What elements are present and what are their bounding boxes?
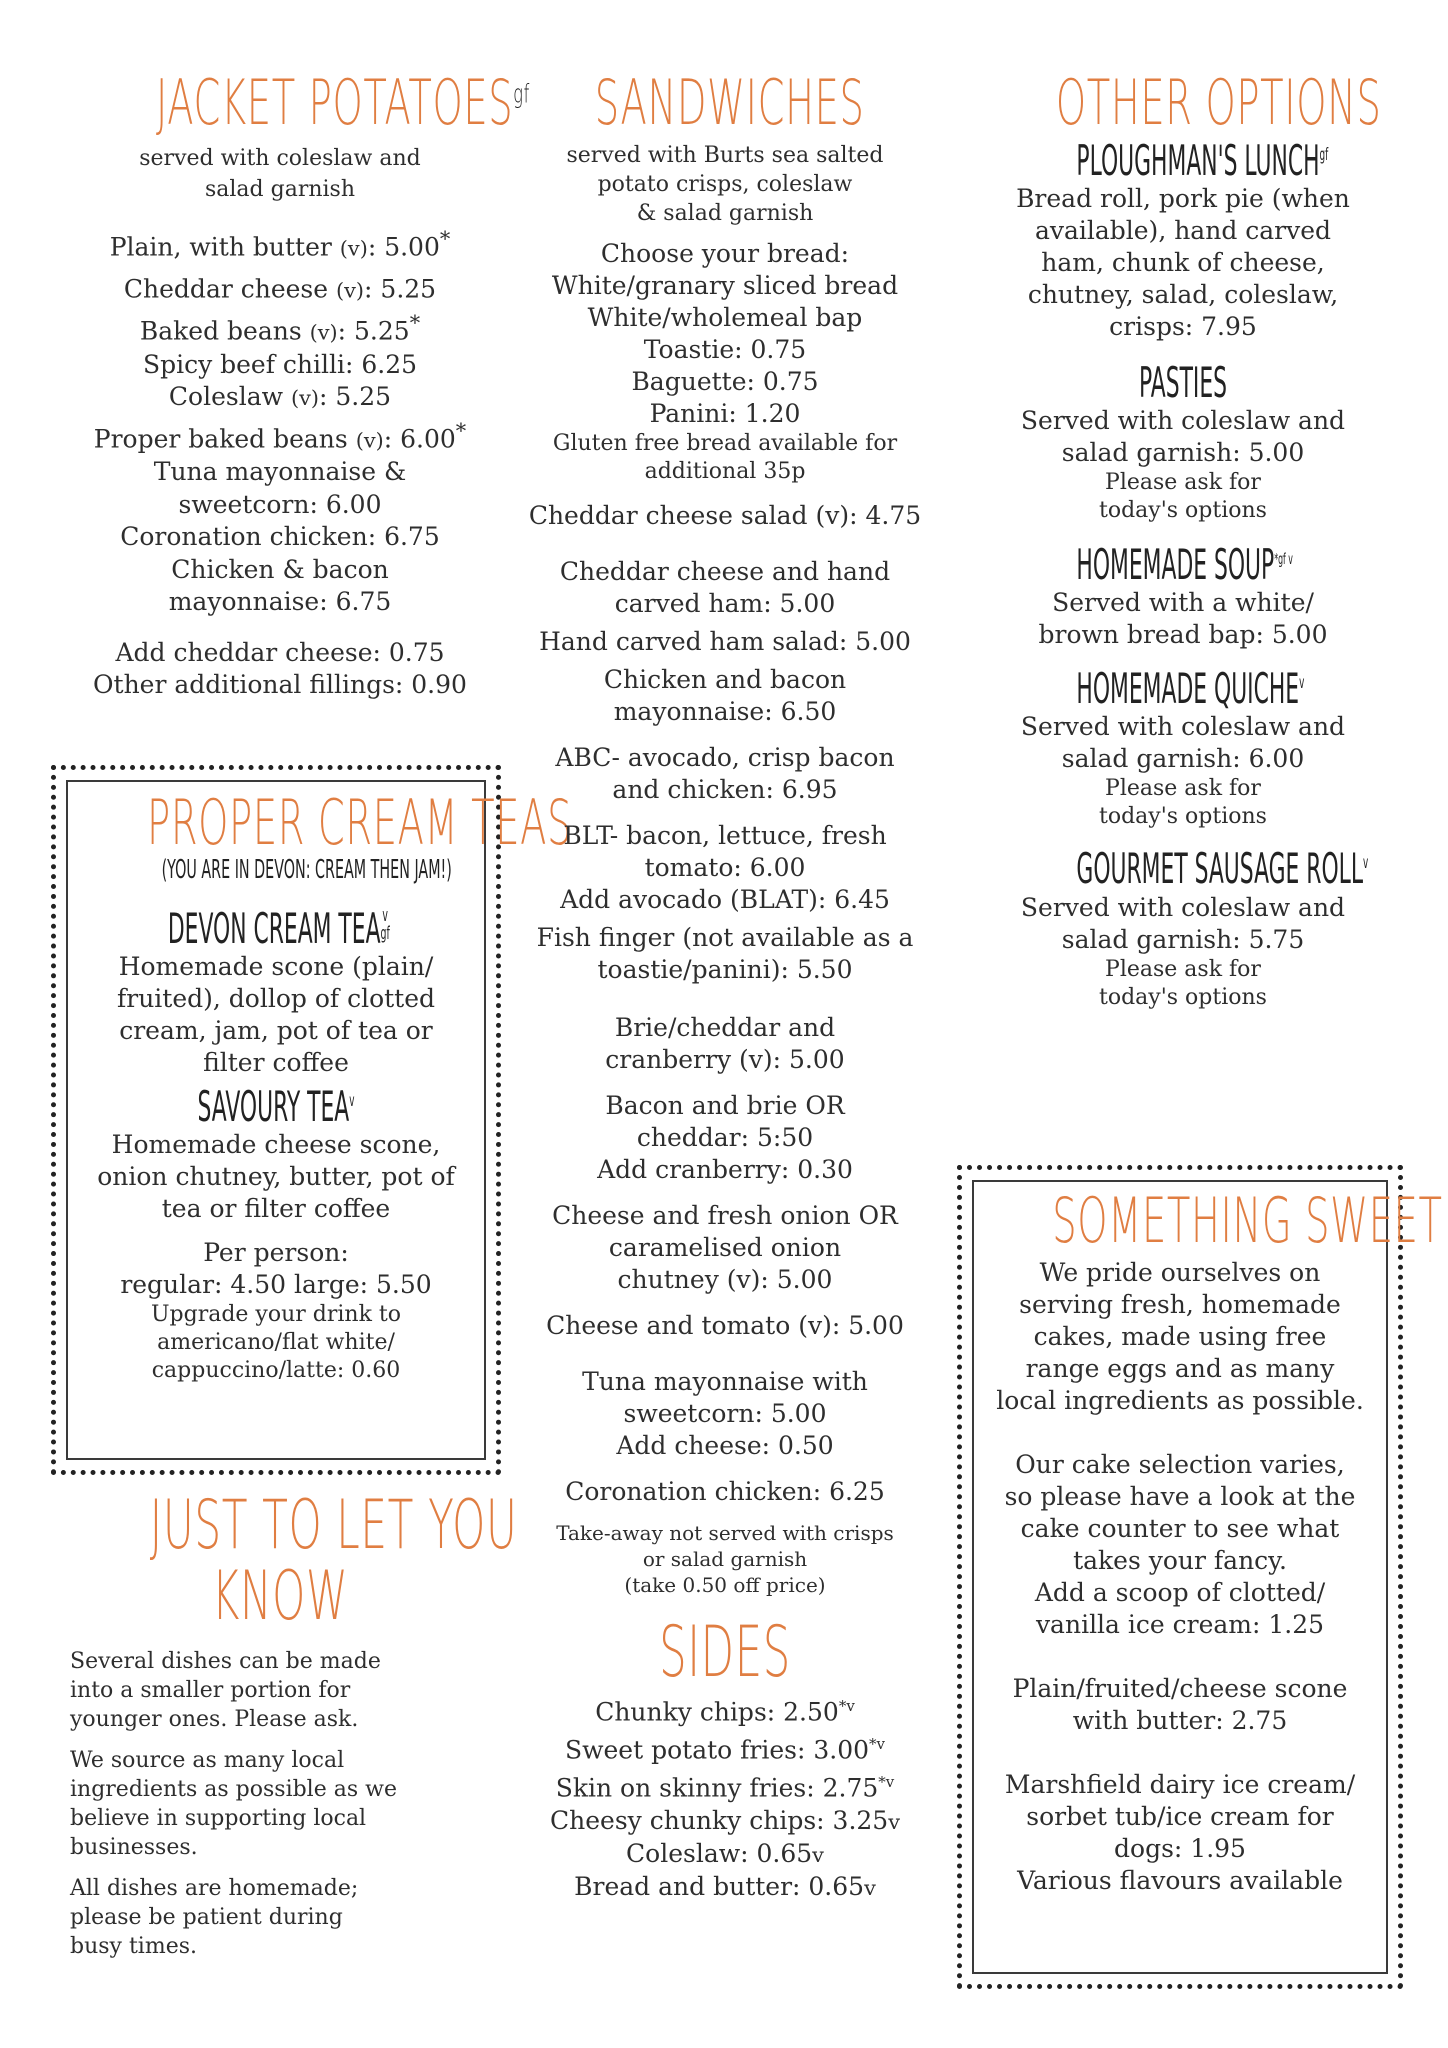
jacket-item: Cheddar cheese (v): 5.25 [123,274,437,304]
ploughmans-desc: Bread roll, pork pie (when available), hand carved ham, chunk of cheese, chutney, salad, coleslaw, crisps: 7.95 [1016,184,1350,342]
sandwich-item: BLT- bacon, lettuce, fresh tomato: 6.00 Add avocado (BLAT): 6.45 [560,821,890,915]
side-item: Coleslaw: 0.65v [626,1838,824,1868]
jacket-item: Proper baked beans (v): 6.00* [93,418,467,453]
side-item: Sweet potato fries: 3.00$^{*v}$ [564,1734,885,1765]
jacket-item: Baked beans (v): 5.25* [139,310,421,346]
just-to-let-you-know-section [70,1486,518,1961]
something-sweet-box [972,1180,1443,1974]
sides-title: SIDES [659,1611,791,1694]
sandwich-item: Cheddar cheese salad (v): 4.75 [528,501,922,531]
jacket-potatoes-title: JACKET $POTATOES^{gf}$ [156,66,530,139]
side-item: Skin on skinny fries: 2.75$^{*v}$ [555,1773,895,1803]
side-item: Cheesy chunky chips: 3.25v [550,1805,900,1835]
savoury-tea-desc: Homemade cheese scone, onion chutney, butter, pot of tea or filter coffee [97,1130,455,1224]
cream-teas-subtitle: (YOU ARE IN DEVON: CREAM THEN JAM!) [161,855,452,886]
side-item: Bread and butter: 0.65v [574,1871,876,1901]
ploughmans-lunch-title: PLOUGHMAN'S $LUNCH^{gf}$ [1076,136,1329,186]
sandwiches-intro: served with Burts sea salted potato crisps, coleslaw & salad garnish [566,143,884,227]
sweet-paragraph: Marshfield dairy ice cream/ sorbet tub/ice cream for dogs: 1.95 Various flavours available [1004,1770,1356,1896]
sandwich-item: Bacon and brie OR cheddar: 5:50 Add cranberry: 0.30 [597,1091,853,1185]
sandwich-item: Coronation chicken: 6.25 [565,1477,885,1507]
know-title-line2: KNOW [211,1557,349,1637]
gourmet-sausage-roll-title: GOURMET SAUSAGE ROLL$^v$ [1076,844,1369,894]
upgrade-drink-note: Upgrade your drink to americano/flat white/ cappuccino/latte: 0.60 [150,1302,401,1384]
cream-tea-prices: regular: 4.50 large: 5.50 [120,1270,432,1300]
jacket-addon: Add cheddar cheese: 0.75 [115,637,445,667]
side-item: Chunky chips: 2.50$^{*v}$ [595,1696,855,1726]
sandwich-item: ABC- avocado, crisp bacon and chicken: 6.95 [555,743,895,805]
devon-cream-tea-desc: Homemade scone (plain/ fruited), dollop of clotted cream, jam, pot of tea or filter coffee [116,952,436,1078]
jacket-item: sweetcorn: 6.00 [178,489,382,519]
jacket-item: Tuna mayonnaise & [153,457,407,487]
soup-desc: Served with a white/ brown bread bap: 5.00 [1038,588,1328,650]
jacket-item: Chicken & bacon [171,554,389,584]
bread-choices: Choose your bread: White/granary sliced bread White/wholemeal bap Toastie: 0.75 Baguette: 0.75 Panini: 1.20 [551,239,899,429]
know-paragraph: All dishes are homemade; please be patient during busy times. [70,1875,359,1959]
jacket-item: Spicy beef chilli: 6.25 [142,349,418,379]
sandwich-item: Hand carved ham salad: 5.00 [539,627,911,657]
know-paragraph: We source as many local ingredients as possible as we believe in supporting local businesses. [70,1747,397,1860]
sandwich-item: Fish finger (not available as a toastie/panini): 5.50 [536,923,914,985]
something-sweet-title: SOMETHING SWEET [1052,1184,1443,1257]
jacket-item: Coronation chicken: 6.75 [120,522,440,552]
jacket-item: mayonnaise: 6.75 [168,587,392,617]
sandwiches-section [515,66,935,1904]
sandwich-item: Cheese and fresh onion OR caramelised onion chutney (v): 5.00 [552,1201,898,1295]
other-options-section [978,66,1388,1012]
jacket-item: Coleslaw (v): 5.25 [168,382,392,412]
sandwich-item: Cheese and tomato (v): 5.00 [546,1311,904,1341]
jacket-potatoes-section [80,66,530,702]
know-paragraph: Several dishes can be made into a smaller portion for younger ones. Please ask. [70,1648,381,1732]
homemade-soup-title: HOMEMADE $SOUP^{*gf v}$ [1076,540,1293,590]
sweet-paragraph: Plain/fruited/cheese scone with butter: 2.75 [1012,1674,1348,1736]
takeaway-note: Take-away not served with crisps or salad garnish (take 0.50 off price) [556,1521,894,1598]
sandwich-item: Chicken and bacon mayonnaise: 6.50 [603,665,847,727]
sandwiches-title: SANDWICHES [594,66,865,139]
jacket-items [80,223,480,702]
savoury-tea-title: SAVOURY TEA$^v$ [197,1082,355,1132]
homemade-quiche-title: HOMEMADE QUICHE$^v$ [1076,664,1305,714]
other-options-title: OTHER OPTIONS [1055,66,1382,139]
sides-list [515,1690,935,1904]
jacket-item: Plain, with butter (v): 5.00* [109,227,451,262]
jacket-intro: served with coleslaw and salad garnish [139,146,421,203]
quiche-note: Please ask for today's options [1099,776,1267,830]
cream-teas-box [66,780,573,1460]
quiche-desc: Served with coleslaw and salad garnish: 6.00 [1020,712,1346,774]
per-person-label: Per person: [203,1238,349,1268]
sandwich-item: Cheddar cheese and hand carved ham: 5.00 [559,557,891,619]
sweet-paragraph: We pride ourselves on serving fresh, homemade cakes, made using free range eggs and as many local ingredients as possible. [996,1258,1364,1416]
jacket-addon: Other additional fillings: 0.90 [93,670,467,700]
devon-cream-tea-title: DEVON CREAM TEA v gf [167,904,390,954]
gluten-free-note: Gluten free bread available for additional 35p [552,431,898,485]
sausage-roll-note: Please ask for today's options [1099,956,1267,1010]
pasties-note: Please ask for today's options [1099,470,1267,524]
sandwich-item: Tuna mayonnaise with sweetcorn: 5.00 Add cheese: 0.50 [582,1367,868,1461]
pasties-title: PASTIES [1138,358,1228,408]
sandwich-item: Brie/cheddar and cranberry (v): 5.00 [605,1013,845,1075]
cream-teas-title: PROPER CREAM TEAS [147,786,573,859]
sausage-roll-desc: Served with coleslaw and salad garnish: 5.75 [1020,892,1346,954]
sweet-paragraph: Our cake selection varies, so please have a look at the cake counter to see what takes your fancy. Add a scoop of clotted/ vanilla ice cream: 1.25 [1004,1450,1356,1640]
pasties-desc: Served with coleslaw and salad garnish: 5.00 [1020,406,1346,468]
know-title-line1: JUST TO LET YOU [149,1486,518,1565]
